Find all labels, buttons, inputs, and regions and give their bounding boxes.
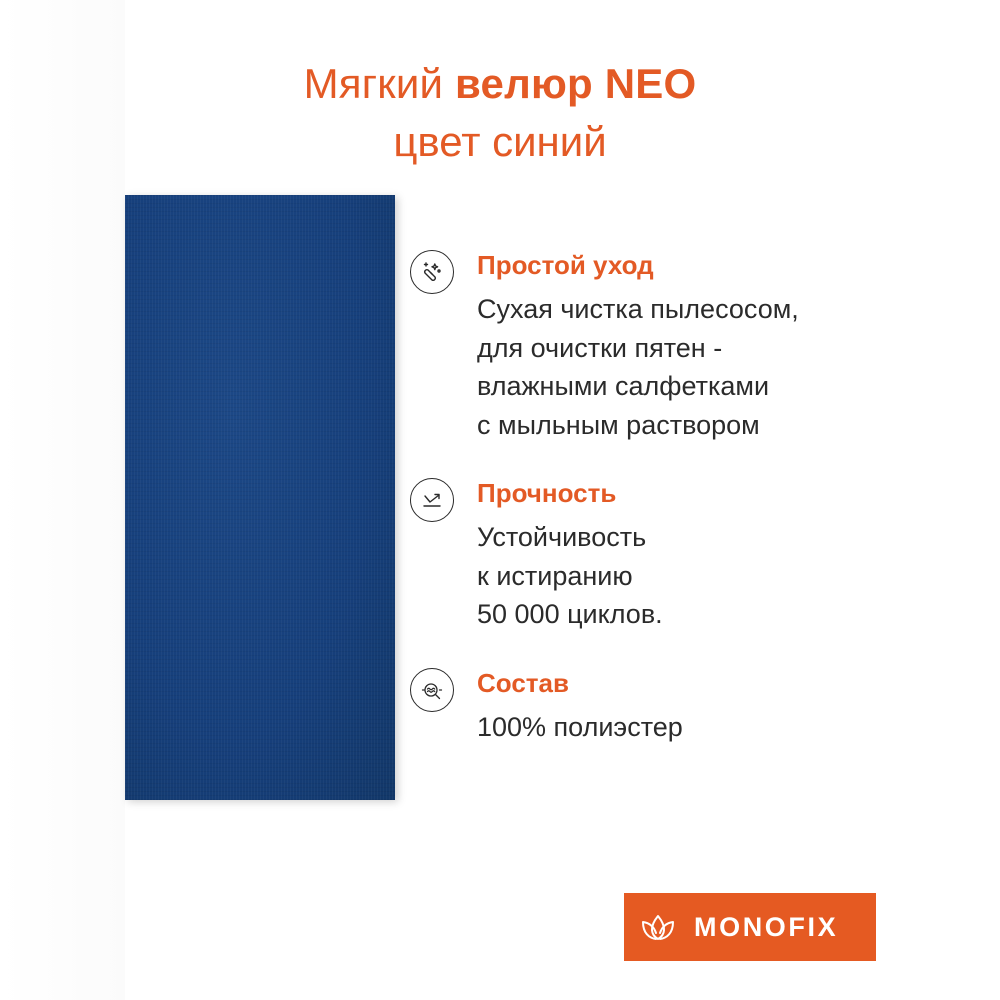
leaf-logo-icon [641, 913, 675, 941]
feature-line: 100% полиэстер [477, 712, 683, 742]
brand-logo [624, 893, 876, 961]
feature-line: к истиранию [477, 560, 633, 591]
feature-line: с мыльным раствором [477, 409, 760, 440]
feature-line: Устойчивость [477, 522, 647, 552]
feature-title: Простой уход [477, 250, 654, 280]
heading-title-bold: велюр NEO [455, 60, 697, 107]
heading-title [0, 58, 1000, 110]
feature-description [477, 518, 663, 634]
feature-line: Сухая чистка пылесосом, [477, 294, 799, 324]
feature-description [477, 290, 799, 444]
product-heading [0, 58, 1000, 168]
feature-description [477, 708, 683, 747]
durability-arrow-icon [410, 478, 454, 522]
heading-subtitle: цвет синий [393, 118, 607, 165]
brand-name: MONOFIX [694, 912, 839, 942]
feature-line: для очистки пятен - [477, 332, 723, 363]
fabric-magnifier-icon [410, 668, 454, 712]
fabric-swatch [125, 195, 395, 800]
sponge-sparkle-icon [410, 250, 454, 294]
feature-title: Прочность [477, 478, 617, 508]
feature-line: 50 000 циклов. [477, 599, 663, 629]
feature-line: влажными салфетками [477, 371, 770, 401]
heading-title-regular: Мягкий [303, 60, 456, 107]
feature-title: Состав [477, 668, 569, 698]
